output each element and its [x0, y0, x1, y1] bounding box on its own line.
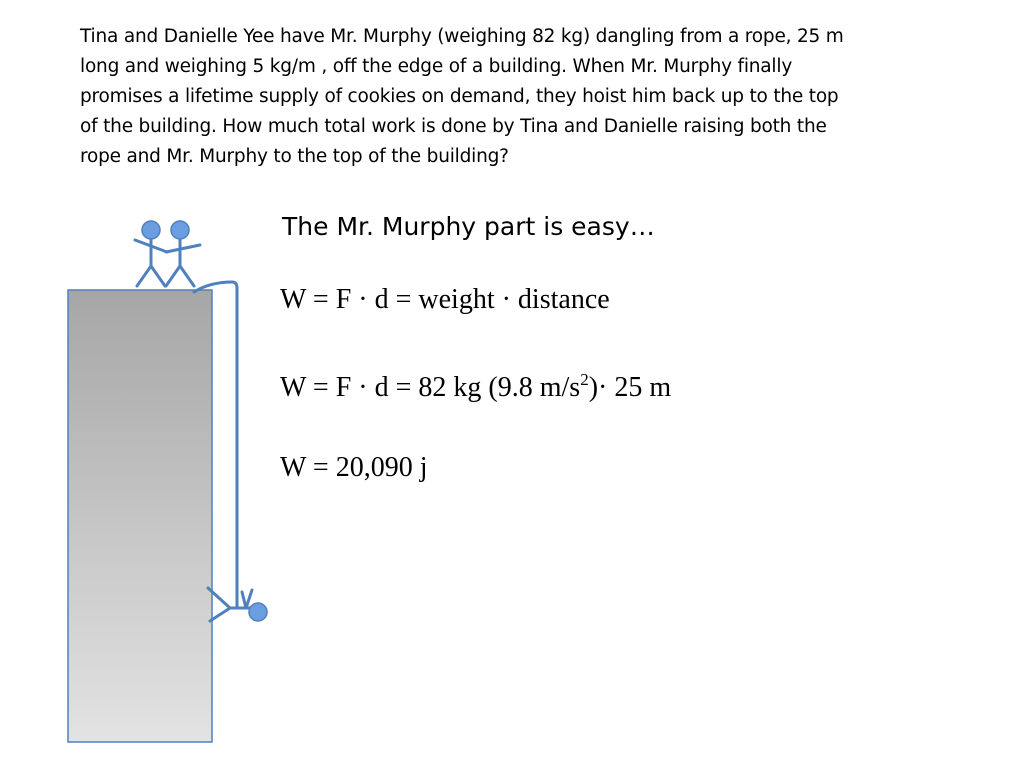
- building: [68, 290, 212, 742]
- problem-statement: [80, 22, 960, 172]
- equation-exponent: 2: [580, 370, 589, 389]
- head-right: [171, 221, 189, 239]
- equation-part: )· 25 m: [588, 372, 672, 403]
- problem-line: long and weighing 5 kg/m , off the edge of a building. When Mr. Murphy finally: [80, 56, 793, 77]
- problem-line: of the building. How much total work is done by Tina and Danielle raising both the: [80, 116, 827, 137]
- equation-work-definition: W = F · d = weight · distance: [280, 284, 610, 315]
- problem-line: rope and Mr. Murphy to the top of the building?: [80, 146, 509, 167]
- head-murphy: [249, 603, 267, 621]
- equation-work-substitution: [280, 372, 671, 404]
- stick-figure-left: [135, 238, 167, 286]
- stick-figure-murphy: [208, 588, 254, 621]
- equation-work-result: W = 20,090 j: [280, 452, 428, 483]
- problem-line: Tina and Danielle Yee have Mr. Murphy (weighing 82 kg) dangling from a rope, 25 m: [80, 26, 844, 47]
- solution-heading: The Mr. Murphy part is easy…: [282, 212, 655, 241]
- problem-line: promises a lifetime supply of cookies on demand, they hoist him back up to the top: [80, 86, 839, 107]
- building-illustration: [60, 210, 280, 760]
- stick-figure-right: [166, 238, 200, 286]
- head-left: [142, 221, 160, 239]
- building-rope-svg: [60, 210, 280, 755]
- equation-part: W = F · d = 82 kg (9.8 m/s: [280, 372, 581, 403]
